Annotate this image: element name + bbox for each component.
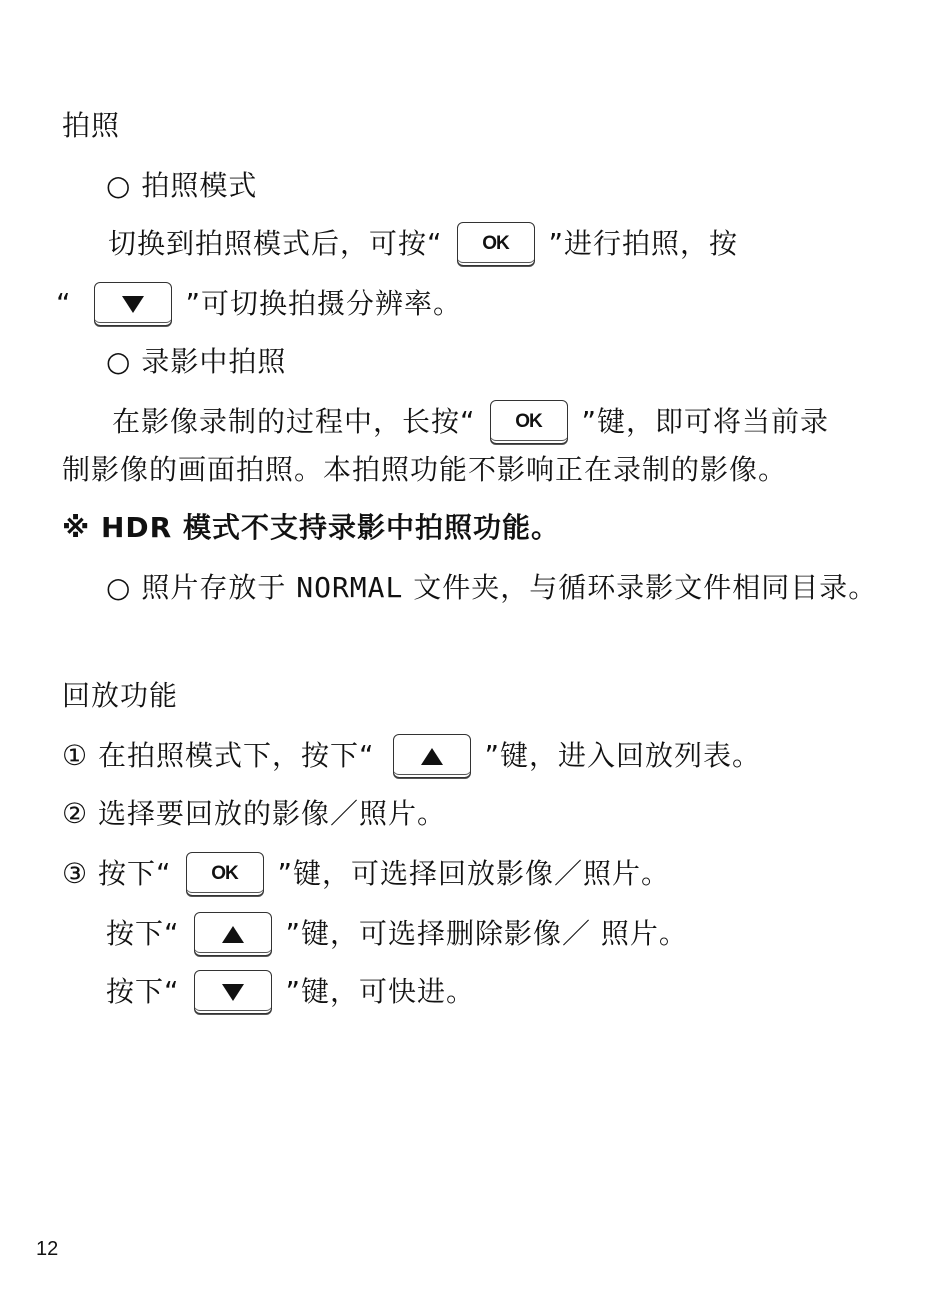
storage-folder-name: NORMAL: [296, 571, 404, 604]
step-1-text-a: ① 在拍照模式下，按下“: [62, 739, 375, 772]
ok-key: [457, 222, 535, 266]
photo-mode-text-a: 切换到拍照模式后，可按“: [108, 227, 443, 260]
photo-mode-text-c: “: [56, 287, 72, 320]
ok-key: [186, 852, 264, 896]
storage-text-a: ○ 照片存放于: [106, 571, 297, 604]
up-triangle-icon: [222, 926, 244, 943]
up-key: [393, 734, 471, 778]
down-triangle-icon: [222, 984, 244, 1001]
playback-step-1: [62, 734, 761, 778]
down-key: [94, 282, 172, 326]
record-photo-line-2: 制影像的画面拍照。本拍照功能不影响正在录制的影像。: [62, 453, 788, 486]
ok-key-label: OK: [211, 863, 238, 884]
up-key: [194, 912, 272, 956]
ok-key-label: OK: [515, 411, 542, 432]
photo-mode-text-b: ”进行拍照，按: [548, 227, 739, 260]
photo-mode-text-d: ”可切换拍摄分辨率。: [185, 287, 463, 320]
up-triangle-icon: [421, 748, 443, 765]
playback-step-3-up: [106, 912, 688, 956]
step-3-down-text-b: ”键，可快进。: [285, 975, 476, 1008]
section-heading-photo: 拍照: [62, 109, 121, 142]
record-photo-line-1: [112, 400, 829, 444]
storage-text-b: 文件夹，与循环录影文件相同目录。: [403, 571, 878, 604]
playback-step-3: [62, 852, 670, 896]
photo-mode-line-1: [108, 222, 738, 266]
photo-mode-line-2: [56, 282, 462, 326]
step-3-text-b: ”键，可选择回放影像／照片。: [277, 857, 671, 890]
down-key: [194, 970, 272, 1014]
record-photo-text-b: ”键，即可将当前录: [581, 405, 830, 438]
step-3-text-a: ③ 按下“: [62, 857, 172, 890]
down-triangle-icon: [122, 296, 144, 313]
step-3-up-text-b: ”键，可选择删除影像／ 照片。: [285, 917, 688, 950]
record-photo-text-a: 在影像录制的过程中，长按“: [112, 405, 476, 438]
ok-key-label: OK: [482, 233, 509, 254]
hdr-note: ※ HDR 模式不支持录影中拍照功能。: [62, 511, 560, 544]
playback-step-3-down: [106, 970, 475, 1014]
ok-key: [490, 400, 568, 444]
bullet-storage: [106, 568, 877, 608]
step-3-down-text-a: 按下“: [106, 975, 180, 1008]
bullet-record-photo: ○ 录影中拍照: [106, 345, 287, 378]
step-3-up-text-a: 按下“: [106, 917, 180, 950]
playback-step-2: ② 选择要回放的影像／照片。: [62, 797, 447, 830]
page-number: 12: [36, 1238, 59, 1260]
section-heading-playback: 回放功能: [62, 679, 179, 712]
bullet-photo-mode: ○ 拍照模式: [106, 169, 258, 202]
step-1-text-b: ”键，进入回放列表。: [484, 739, 762, 772]
